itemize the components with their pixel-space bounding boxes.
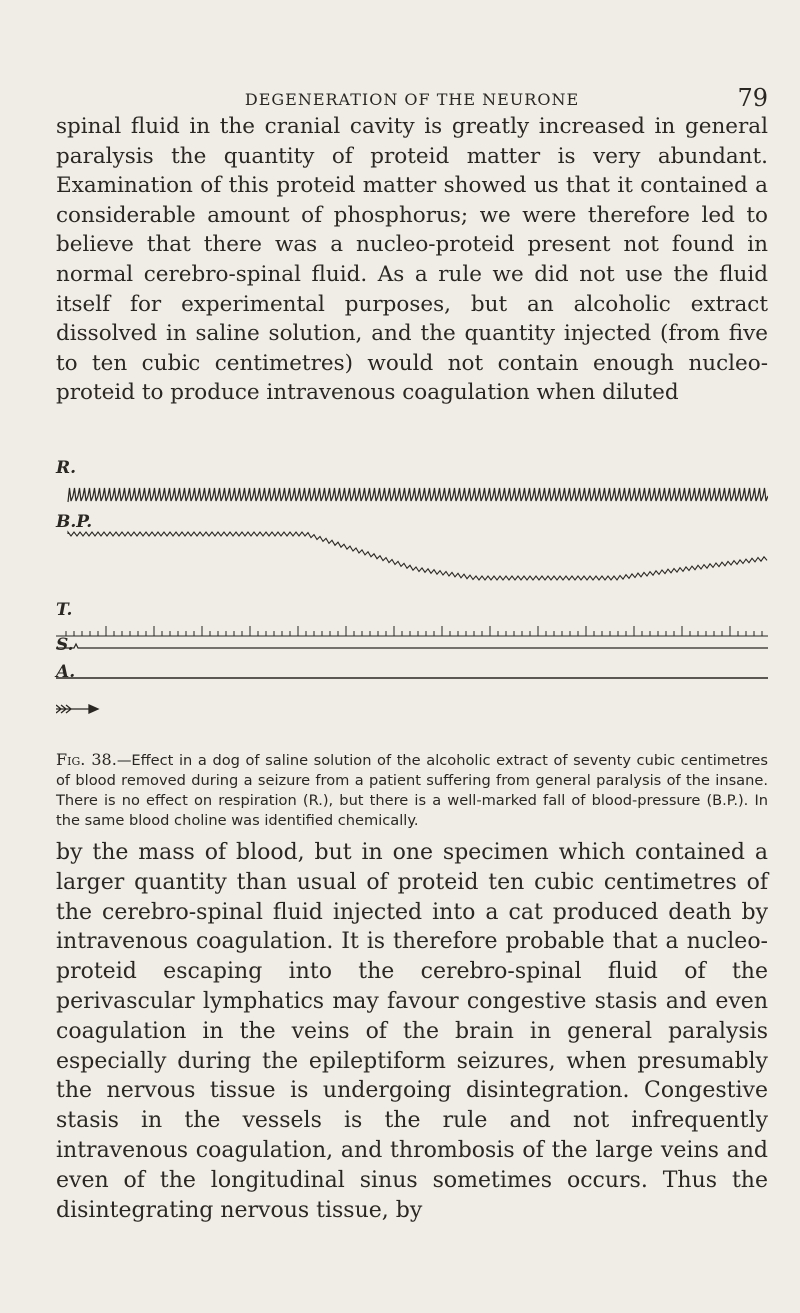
label-time: T.	[56, 600, 73, 620]
running-head	[56, 84, 768, 114]
paragraph-text: by the mass of blood, but in one specimen which contained a larger quantity than usual of proteid ten cubic centimetres of the cerebro-spinal fluid injected into a cat produced death by intravenous coagulation. It is therefore probable that a nucleo-proteid escaping into the cerebro-spinal fluid of the perivascular lymphatics may favour congestive stasis and even coagulation in the veins of the brain in general paralysis especially during the epileptiform seizures, when presumably the nervous tissue is undergoing disintegration. Congestive stasis in the vessels is the rule and not infrequently intravenous coagulation, and thrombosis of the large veins and even of the longitudinal sinus sometimes occurs. Thus the disintegrating nervous tissue, by	[56, 840, 768, 1223]
label-signal: S.	[56, 635, 74, 655]
label-abscissa: A.	[56, 662, 76, 682]
caption-text: —Effect in a dog of saline solution of the alcoholic extract of seventy cubic centimetres of blood removed during a seizure from a patient suffering from general paralysis of the insane. There is no effect on respiration (R.), but there is a well-marked fall of blood-pressure (B.P.). In the same blood choline was identified chemically.	[56, 752, 768, 829]
blood-pressure-trace	[68, 532, 767, 580]
direction-arrow-icon	[56, 705, 98, 713]
body-paragraph-2	[56, 838, 768, 1225]
signal-line	[56, 644, 768, 648]
time-trace	[56, 626, 768, 636]
figure-kymograph-tracing	[56, 460, 768, 730]
label-respiration: R.	[56, 458, 77, 478]
paragraph-text: spinal fluid in the cranial cavity is greatly increased in general paralysis the quantity of proteid matter is very abundant. Examination of this proteid matter showed us that it contained a considerable amount of phosphorus; we were therefore led to believe that there was a nucleo-proteid present not found in normal cerebro-spinal fluid. As a rule we did not use the fluid itself for experimental purposes, but an alcoholic extract dissolved in saline solution, and the quantity injected (from five to ten cubic centimetres) would not contain enough nucleo-proteid to produce intravenous coagulation when diluted	[56, 114, 768, 406]
caption-label: Fig. 38.	[56, 750, 117, 769]
body-paragraph-1	[56, 112, 768, 408]
figure-caption	[56, 750, 768, 831]
running-head-title: DEGENERATION OF THE NEURONE	[244, 90, 580, 109]
label-blood-pressure: B.P.	[56, 512, 93, 532]
respiration-trace	[68, 488, 768, 502]
page-number: 79	[737, 84, 768, 112]
tracing-svg	[56, 460, 768, 730]
